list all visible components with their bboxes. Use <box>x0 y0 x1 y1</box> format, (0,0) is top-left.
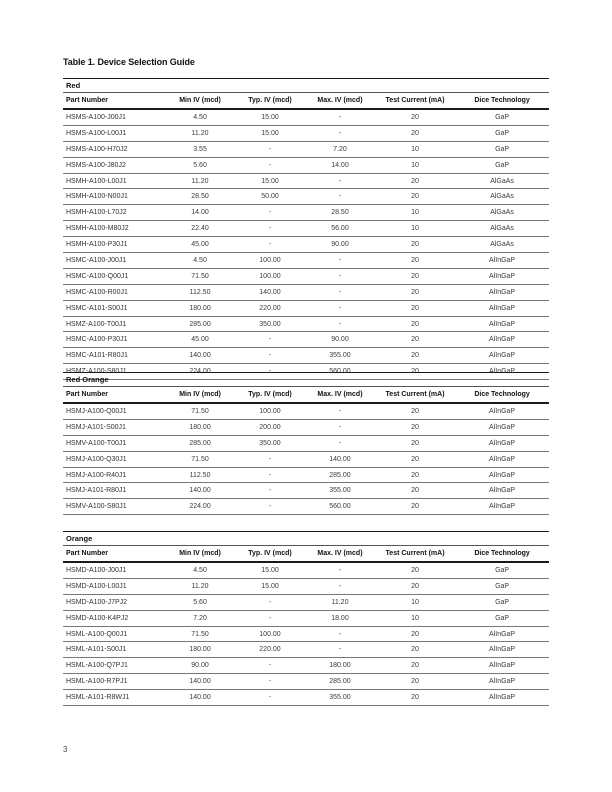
value-cell: 7.20 <box>165 610 235 626</box>
value-cell: 112.50 <box>165 467 235 483</box>
value-cell: - <box>235 690 305 706</box>
value-cell: 20 <box>375 690 455 706</box>
table-row <box>63 562 549 578</box>
table-section-label-row <box>63 79 549 93</box>
value-cell: 10 <box>375 221 455 237</box>
value-cell: 20 <box>375 435 455 451</box>
value-cell: 15.00 <box>235 109 305 125</box>
value-cell: 5.60 <box>165 157 235 173</box>
value-cell: 28.50 <box>165 189 235 205</box>
value-cell: 4.50 <box>165 109 235 125</box>
value-cell: 140.00 <box>165 483 235 499</box>
value-cell: AlInGaP <box>455 403 549 419</box>
value-cell: 350.00 <box>235 435 305 451</box>
value-cell: AlGaAs <box>455 205 549 221</box>
value-cell: 200.00 <box>235 419 305 435</box>
value-cell: 20 <box>375 626 455 642</box>
value-cell: - <box>235 332 305 348</box>
value-cell: 140.00 <box>165 348 235 364</box>
value-cell: 100.00 <box>235 403 305 419</box>
value-cell: - <box>235 594 305 610</box>
value-cell: 112.50 <box>165 284 235 300</box>
value-cell: - <box>235 658 305 674</box>
part-number-cell: HSML-A101-S00J1 <box>63 642 165 658</box>
part-number-cell: HSML-A101-R8WJ1 <box>63 690 165 706</box>
value-cell: AlInGaP <box>455 268 549 284</box>
value-cell: 10 <box>375 205 455 221</box>
value-cell: AlInGaP <box>455 300 549 316</box>
value-cell: 20 <box>375 642 455 658</box>
table-row <box>63 403 549 419</box>
value-cell: 180.00 <box>165 642 235 658</box>
value-cell: - <box>305 189 375 205</box>
table-row <box>63 237 549 253</box>
value-cell: GaP <box>455 610 549 626</box>
value-cell: 20 <box>375 189 455 205</box>
value-cell: 20 <box>375 403 455 419</box>
value-cell: 3.55 <box>165 141 235 157</box>
part-number-cell: HSMJ-A100-Q00J1 <box>63 403 165 419</box>
part-number-cell: HSMJ-A100-Q30J1 <box>63 451 165 467</box>
value-cell: AlInGaP <box>455 451 549 467</box>
part-number-cell: HSMC-A101-R80J1 <box>63 348 165 364</box>
value-cell: - <box>235 348 305 364</box>
value-cell: - <box>235 364 305 380</box>
part-number-cell: HSMJ-A101-R80J1 <box>63 483 165 499</box>
part-number-cell: HSMD-A100-J00J1 <box>63 562 165 578</box>
column-header-test-current: Test Current (mA) <box>375 546 455 563</box>
value-cell: GaP <box>455 157 549 173</box>
value-cell: 100.00 <box>235 626 305 642</box>
value-cell: AlInGaP <box>455 284 549 300</box>
value-cell: 350.00 <box>235 316 305 332</box>
table-section-label-row <box>63 373 549 387</box>
value-cell: - <box>235 157 305 173</box>
part-number-cell: HSMD-A100-L00J1 <box>63 578 165 594</box>
value-cell: - <box>235 205 305 221</box>
value-cell: 20 <box>375 451 455 467</box>
value-cell: - <box>305 316 375 332</box>
value-cell: 560.00 <box>305 364 375 380</box>
column-header-part-number: Part Number <box>63 546 165 563</box>
value-cell: GaP <box>455 562 549 578</box>
value-cell: 28.50 <box>305 205 375 221</box>
value-cell: 224.00 <box>165 364 235 380</box>
value-cell: GaP <box>455 109 549 125</box>
table-row <box>63 483 549 499</box>
value-cell: AlInGaP <box>455 483 549 499</box>
value-cell: 20 <box>375 348 455 364</box>
table-row <box>63 435 549 451</box>
column-header-part-number: Part Number <box>63 93 165 110</box>
table-row <box>63 300 549 316</box>
value-cell: AlInGaP <box>455 690 549 706</box>
column-header-dice-technology: Dice Technology <box>455 93 549 110</box>
value-cell: 355.00 <box>305 690 375 706</box>
value-cell: 5.60 <box>165 594 235 610</box>
table-row <box>63 332 549 348</box>
value-cell: - <box>235 499 305 515</box>
value-cell: - <box>305 253 375 269</box>
part-number-cell: HSMC-A100-P30J1 <box>63 332 165 348</box>
value-cell: - <box>305 419 375 435</box>
value-cell: AlInGaP <box>455 467 549 483</box>
part-number-cell: HSMH-A100-N00J1 <box>63 189 165 205</box>
value-cell: AlGaAs <box>455 237 549 253</box>
value-cell: - <box>235 451 305 467</box>
value-cell: 14.00 <box>305 157 375 173</box>
value-cell: 15.00 <box>235 578 305 594</box>
part-number-cell: HSMJ-A101-S00J1 <box>63 419 165 435</box>
value-cell: 20 <box>375 268 455 284</box>
part-number-cell: HSMH-A100-L70J2 <box>63 205 165 221</box>
part-number-cell: HSMS-A100-J80J2 <box>63 157 165 173</box>
value-cell: 20 <box>375 253 455 269</box>
value-cell: - <box>305 125 375 141</box>
column-header-min-iv: Min IV (mcd) <box>165 387 235 404</box>
column-header-test-current: Test Current (mA) <box>375 387 455 404</box>
value-cell: AlInGaP <box>455 364 549 380</box>
value-cell: - <box>305 284 375 300</box>
value-cell: 15.00 <box>235 562 305 578</box>
value-cell: - <box>305 300 375 316</box>
value-cell: - <box>305 626 375 642</box>
value-cell: 18.00 <box>305 610 375 626</box>
value-cell: - <box>305 173 375 189</box>
value-cell: 285.00 <box>305 467 375 483</box>
part-number-cell: HSMS-A100-L00J1 <box>63 125 165 141</box>
value-cell: 20 <box>375 483 455 499</box>
value-cell: 20 <box>375 332 455 348</box>
value-cell: 15.00 <box>235 125 305 141</box>
column-header-min-iv: Min IV (mcd) <box>165 93 235 110</box>
value-cell: GaP <box>455 578 549 594</box>
table-row <box>63 690 549 706</box>
table-header-row <box>63 93 549 110</box>
table-row <box>63 125 549 141</box>
value-cell: 50.00 <box>235 189 305 205</box>
table-row <box>63 626 549 642</box>
device-table-orange <box>63 531 549 706</box>
column-header-max-iv: Max. IV (mcd) <box>305 93 375 110</box>
column-header-test-current: Test Current (mA) <box>375 93 455 110</box>
column-header-typ-iv: Typ. IV (mcd) <box>235 546 305 563</box>
value-cell: 20 <box>375 237 455 253</box>
value-cell: 20 <box>375 125 455 141</box>
value-cell: 140.00 <box>165 690 235 706</box>
section-label: Red Orange <box>63 373 549 387</box>
table-row <box>63 253 549 269</box>
column-header-max-iv: Max. IV (mcd) <box>305 546 375 563</box>
value-cell: - <box>235 237 305 253</box>
table-row <box>63 348 549 364</box>
value-cell: AlInGaP <box>455 348 549 364</box>
part-number-cell: HSMD-A100-J7PJ2 <box>63 594 165 610</box>
value-cell: 180.00 <box>305 658 375 674</box>
column-header-typ-iv: Typ. IV (mcd) <box>235 387 305 404</box>
part-number-cell: HSMH-A100-P30J1 <box>63 237 165 253</box>
value-cell: 20 <box>375 562 455 578</box>
value-cell: 20 <box>375 364 455 380</box>
table-row <box>63 205 549 221</box>
table-row <box>63 467 549 483</box>
value-cell: 140.00 <box>305 451 375 467</box>
table-header-row <box>63 546 549 563</box>
part-number-cell: HSMZ-A100-S80J1 <box>63 364 165 380</box>
value-cell: 220.00 <box>235 300 305 316</box>
device-table-red-orange <box>63 372 549 515</box>
value-cell: - <box>305 268 375 284</box>
value-cell: 90.00 <box>165 658 235 674</box>
value-cell: - <box>305 562 375 578</box>
value-cell: 20 <box>375 284 455 300</box>
value-cell: AlGaAs <box>455 189 549 205</box>
value-cell: 56.00 <box>305 221 375 237</box>
value-cell: AlGaAs <box>455 221 549 237</box>
value-cell: 11.20 <box>165 173 235 189</box>
value-cell: GaP <box>455 594 549 610</box>
value-cell: AlGaAs <box>455 173 549 189</box>
table-row <box>63 157 549 173</box>
value-cell: AlInGaP <box>455 316 549 332</box>
value-cell: AlInGaP <box>455 435 549 451</box>
column-header-dice-technology: Dice Technology <box>455 546 549 563</box>
value-cell: 71.50 <box>165 626 235 642</box>
table-row <box>63 419 549 435</box>
value-cell: 20 <box>375 316 455 332</box>
table-row <box>63 499 549 515</box>
section-label: Orange <box>63 532 549 546</box>
part-number-cell: HSMH-A100-L00J1 <box>63 173 165 189</box>
part-number-cell: HSML-A100-R7PJ1 <box>63 674 165 690</box>
table-row <box>63 610 549 626</box>
value-cell: 20 <box>375 467 455 483</box>
table-row <box>63 642 549 658</box>
column-header-max-iv: Max. IV (mcd) <box>305 387 375 404</box>
value-cell: 20 <box>375 499 455 515</box>
value-cell: AlInGaP <box>455 642 549 658</box>
column-header-part-number: Part Number <box>63 387 165 404</box>
column-header-min-iv: Min IV (mcd) <box>165 546 235 563</box>
value-cell: 71.50 <box>165 403 235 419</box>
value-cell: AlInGaP <box>455 332 549 348</box>
table-title: Table 1. Device Selection Guide <box>63 57 195 67</box>
value-cell: GaP <box>455 125 549 141</box>
part-number-cell: HSML-A100-Q7PJ1 <box>63 658 165 674</box>
table-row <box>63 658 549 674</box>
table-row <box>63 594 549 610</box>
table-row <box>63 284 549 300</box>
table-row <box>63 578 549 594</box>
value-cell: 20 <box>375 578 455 594</box>
value-cell: 11.20 <box>305 594 375 610</box>
value-cell: 220.00 <box>235 642 305 658</box>
value-cell: 71.50 <box>165 268 235 284</box>
value-cell: 45.00 <box>165 237 235 253</box>
value-cell: 14.00 <box>165 205 235 221</box>
value-cell: 140.00 <box>165 674 235 690</box>
value-cell: - <box>305 578 375 594</box>
table-header-row <box>63 387 549 404</box>
table-row <box>63 221 549 237</box>
value-cell: 20 <box>375 419 455 435</box>
column-header-typ-iv: Typ. IV (mcd) <box>235 93 305 110</box>
table-row <box>63 189 549 205</box>
value-cell: 4.50 <box>165 562 235 578</box>
value-cell: 180.00 <box>165 300 235 316</box>
part-number-cell: HSMZ-A100-T00J1 <box>63 316 165 332</box>
table-row <box>63 141 549 157</box>
column-header-dice-technology: Dice Technology <box>455 387 549 404</box>
value-cell: AlInGaP <box>455 658 549 674</box>
value-cell: AlInGaP <box>455 626 549 642</box>
part-number-cell: HSMC-A101-S00J1 <box>63 300 165 316</box>
value-cell: 355.00 <box>305 348 375 364</box>
part-number-cell: HSMV-A100-S80J1 <box>63 499 165 515</box>
table-row <box>63 109 549 125</box>
table-section-label-row <box>63 532 549 546</box>
value-cell: 20 <box>375 173 455 189</box>
part-number-cell: HSMJ-A100-R40J1 <box>63 467 165 483</box>
value-cell: - <box>235 610 305 626</box>
value-cell: 140.00 <box>235 284 305 300</box>
value-cell: 285.00 <box>165 316 235 332</box>
part-number-cell: HSML-A100-Q00J1 <box>63 626 165 642</box>
value-cell: 90.00 <box>305 237 375 253</box>
value-cell: AlInGaP <box>455 253 549 269</box>
part-number-cell: HSMC-A100-R00J1 <box>63 284 165 300</box>
value-cell: 22.40 <box>165 221 235 237</box>
part-number-cell: HSMC-A100-J00J1 <box>63 253 165 269</box>
value-cell: - <box>235 483 305 499</box>
value-cell: - <box>235 141 305 157</box>
value-cell: - <box>235 674 305 690</box>
part-number-cell: HSMS-A100-J00J1 <box>63 109 165 125</box>
value-cell: 224.00 <box>165 499 235 515</box>
device-table-red <box>63 78 549 380</box>
part-number-cell: HSMD-A100-K4PJ2 <box>63 610 165 626</box>
table-row <box>63 316 549 332</box>
value-cell: - <box>305 109 375 125</box>
value-cell: - <box>305 435 375 451</box>
value-cell: - <box>305 403 375 419</box>
value-cell: 11.20 <box>165 578 235 594</box>
part-number-cell: HSMH-A100-M80J2 <box>63 221 165 237</box>
value-cell: 285.00 <box>165 435 235 451</box>
value-cell: 10 <box>375 141 455 157</box>
value-cell: 7.20 <box>305 141 375 157</box>
part-number-cell: HSMC-A100-Q00J1 <box>63 268 165 284</box>
value-cell: 560.00 <box>305 499 375 515</box>
value-cell: 4.50 <box>165 253 235 269</box>
part-number-cell: HSMS-A100-H70J2 <box>63 141 165 157</box>
value-cell: - <box>235 467 305 483</box>
value-cell: 10 <box>375 594 455 610</box>
value-cell: 10 <box>375 610 455 626</box>
value-cell: 90.00 <box>305 332 375 348</box>
value-cell: 20 <box>375 658 455 674</box>
value-cell: 10 <box>375 157 455 173</box>
value-cell: AlInGaP <box>455 674 549 690</box>
value-cell: 20 <box>375 300 455 316</box>
value-cell: 100.00 <box>235 253 305 269</box>
value-cell: 355.00 <box>305 483 375 499</box>
page-number: 3 <box>63 745 68 754</box>
value-cell: 11.20 <box>165 125 235 141</box>
value-cell: AlInGaP <box>455 499 549 515</box>
table-row <box>63 674 549 690</box>
part-number-cell: HSMV-A100-T00J1 <box>63 435 165 451</box>
value-cell: GaP <box>455 141 549 157</box>
table-row <box>63 268 549 284</box>
value-cell: 20 <box>375 674 455 690</box>
value-cell: 71.50 <box>165 451 235 467</box>
value-cell: 285.00 <box>305 674 375 690</box>
value-cell: - <box>305 642 375 658</box>
table-row <box>63 173 549 189</box>
value-cell: AlInGaP <box>455 419 549 435</box>
value-cell: 45.00 <box>165 332 235 348</box>
value-cell: - <box>235 221 305 237</box>
value-cell: 20 <box>375 109 455 125</box>
value-cell: 100.00 <box>235 268 305 284</box>
value-cell: 15.00 <box>235 173 305 189</box>
table-row <box>63 451 549 467</box>
section-label: Red <box>63 79 549 93</box>
value-cell: 180.00 <box>165 419 235 435</box>
